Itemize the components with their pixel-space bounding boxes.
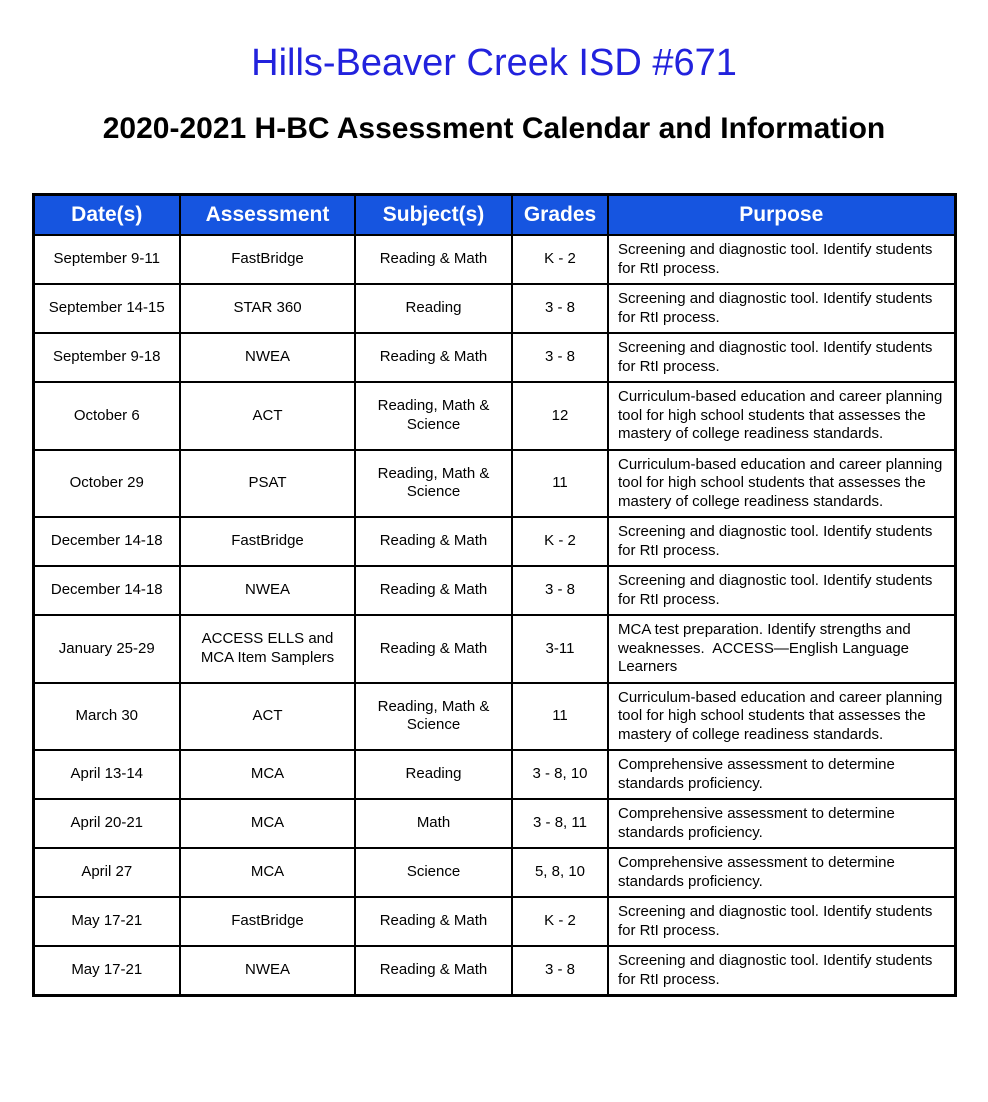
cell-dates: September 9-18 [33, 333, 180, 382]
cell-purpose: Screening and diagnostic tool. Identify students for RtI process. [608, 517, 955, 566]
table-row [33, 517, 955, 566]
cell-grades: K - 2 [512, 517, 608, 566]
cell-dates: May 17-21 [33, 897, 180, 946]
table-row [33, 799, 955, 848]
table-row [33, 333, 955, 382]
cell-grades: 3 - 8 [512, 566, 608, 615]
cell-assessment: ACCESS ELLS and MCA Item Samplers [180, 615, 355, 683]
cell-subjects: Reading & Math [355, 897, 512, 946]
cell-dates: October 29 [33, 450, 180, 518]
cell-assessment: ACT [180, 683, 355, 751]
cell-subjects: Reading [355, 750, 512, 799]
cell-subjects: Reading, Math & Science [355, 450, 512, 518]
cell-subjects: Reading [355, 284, 512, 333]
table-header-row [33, 195, 955, 236]
cell-grades: 12 [512, 382, 608, 450]
cell-subjects: Math [355, 799, 512, 848]
cell-assessment: MCA [180, 799, 355, 848]
cell-subjects: Reading & Math [355, 566, 512, 615]
cell-grades: 11 [512, 683, 608, 751]
cell-grades: 3 - 8, 11 [512, 799, 608, 848]
cell-grades: 3 - 8 [512, 284, 608, 333]
cell-subjects: Reading & Math [355, 517, 512, 566]
cell-purpose: Screening and diagnostic tool. Identify students for RtI process. [608, 284, 955, 333]
cell-purpose: Curriculum-based education and career planning tool for high school students that assesses the mastery of college readiness standards. [608, 382, 955, 450]
cell-subjects: Science [355, 848, 512, 897]
column-header-subjects: Subject(s) [355, 195, 512, 236]
table-row [33, 382, 955, 450]
table-row [33, 750, 955, 799]
table-row [33, 897, 955, 946]
cell-assessment: PSAT [180, 450, 355, 518]
cell-assessment: MCA [180, 848, 355, 897]
assessment-calendar-table [32, 193, 957, 997]
cell-grades: 5, 8, 10 [512, 848, 608, 897]
cell-purpose: Curriculum-based education and career planning tool for high school students that assesses the mastery of college readiness standards. [608, 683, 955, 751]
column-header-purpose: Purpose [608, 195, 955, 236]
cell-assessment: NWEA [180, 333, 355, 382]
table-row [33, 566, 955, 615]
cell-grades: K - 2 [512, 897, 608, 946]
cell-purpose: Comprehensive assessment to determine standards proficiency. [608, 848, 955, 897]
cell-assessment: FastBridge [180, 897, 355, 946]
cell-assessment: ACT [180, 382, 355, 450]
column-header-grades: Grades [512, 195, 608, 236]
cell-assessment: STAR 360 [180, 284, 355, 333]
cell-subjects: Reading & Math [355, 946, 512, 996]
cell-dates: January 25-29 [33, 615, 180, 683]
cell-purpose: Screening and diagnostic tool. Identify students for RtI process. [608, 333, 955, 382]
cell-grades: 3 - 8 [512, 946, 608, 996]
cell-dates: September 9-11 [33, 235, 180, 284]
cell-purpose: Screening and diagnostic tool. Identify students for RtI process. [608, 566, 955, 615]
cell-dates: April 20-21 [33, 799, 180, 848]
page-title: Hills-Beaver Creek ISD #671 [251, 42, 737, 84]
cell-subjects: Reading, Math & Science [355, 382, 512, 450]
cell-assessment: NWEA [180, 566, 355, 615]
cell-purpose: Comprehensive assessment to determine standards proficiency. [608, 799, 955, 848]
cell-assessment: FastBridge [180, 235, 355, 284]
cell-dates: September 14-15 [33, 284, 180, 333]
table-row [33, 235, 955, 284]
cell-purpose: MCA test preparation. Identify strengths and weaknesses. ACCESS—English Language Learners [608, 615, 955, 683]
table-row [33, 615, 955, 683]
cell-grades: 3-11 [512, 615, 608, 683]
cell-grades: 3 - 8 [512, 333, 608, 382]
table-row [33, 683, 955, 751]
table-row [33, 450, 955, 518]
cell-assessment: NWEA [180, 946, 355, 996]
column-header-assessment: Assessment [180, 195, 355, 236]
column-header-dates: Date(s) [33, 195, 180, 236]
cell-dates: October 6 [33, 382, 180, 450]
cell-assessment: MCA [180, 750, 355, 799]
cell-subjects: Reading & Math [355, 235, 512, 284]
cell-dates: March 30 [33, 683, 180, 751]
cell-dates: May 17-21 [33, 946, 180, 996]
cell-purpose: Screening and diagnostic tool. Identify students for RtI process. [608, 946, 955, 996]
cell-dates: December 14-18 [33, 566, 180, 615]
table-row [33, 848, 955, 897]
cell-subjects: Reading & Math [355, 615, 512, 683]
cell-subjects: Reading, Math & Science [355, 683, 512, 751]
table-row [33, 946, 955, 996]
cell-grades: 3 - 8, 10 [512, 750, 608, 799]
cell-purpose: Screening and diagnostic tool. Identify students for RtI process. [608, 235, 955, 284]
cell-subjects: Reading & Math [355, 333, 512, 382]
cell-dates: December 14-18 [33, 517, 180, 566]
table-row [33, 284, 955, 333]
cell-purpose: Comprehensive assessment to determine standards proficiency. [608, 750, 955, 799]
cell-purpose: Screening and diagnostic tool. Identify students for RtI process. [608, 897, 955, 946]
cell-assessment: FastBridge [180, 517, 355, 566]
table-body [33, 235, 955, 996]
cell-purpose: Curriculum-based education and career planning tool for high school students that assesses the mastery of college readiness standards. [608, 450, 955, 518]
cell-dates: April 13-14 [33, 750, 180, 799]
page-subtitle: 2020-2021 H-BC Assessment Calendar and Information [102, 112, 886, 145]
cell-dates: April 27 [33, 848, 180, 897]
cell-grades: K - 2 [512, 235, 608, 284]
cell-grades: 11 [512, 450, 608, 518]
